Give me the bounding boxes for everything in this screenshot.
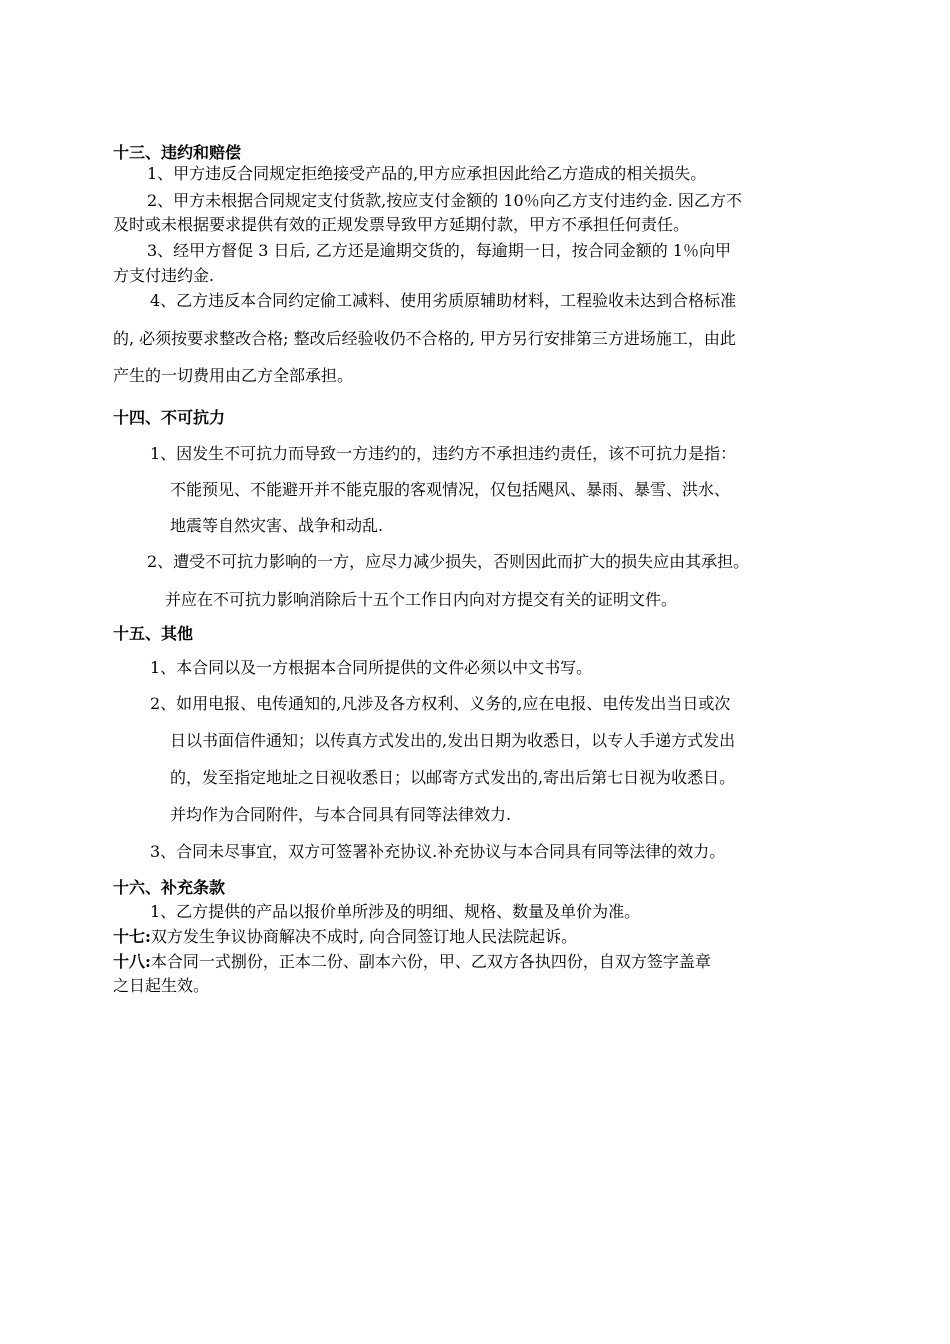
section-18-continuation: 之日起生效。 bbox=[113, 976, 210, 995]
section-15-line-5: 并均作为合同附件，与本合同具有同等法律效力. bbox=[170, 805, 512, 824]
section-15-line-4: 的，发至指定地址之日视收悉日；以邮寄方式发出的,寄出后第七日视为收悉日。 bbox=[170, 768, 736, 787]
section-13-line-5: 方支付违约金. bbox=[113, 266, 215, 285]
section-17-text: 双方发生争议协商解决不成时, 向合同签订地人民法院起诉。 bbox=[150, 927, 578, 946]
section-13-line-1: 1、甲方违反合同规定拒绝接受产品的,甲方应承担因此给乙方造成的相关损失。 bbox=[147, 164, 707, 183]
section-15-line-1: 1、本合同以及一方根据本合同所提供的文件必须以中文书写。 bbox=[150, 658, 593, 677]
section-14-line-4: 2、遭受不可抗力影响的一方，应尽力减少损失，否则因此而扩大的损失应由其承担。 bbox=[147, 552, 750, 571]
section-14-line-5: 并应在不可抗力影响消除后十五个工作日内向对方提交有关的证明文件。 bbox=[165, 590, 678, 609]
section-14-line-3: 地震等自然灾害、战争和动乱. bbox=[170, 516, 384, 535]
section-14-heading: 十四、不可抗力 bbox=[113, 408, 226, 427]
section-13-heading: 十三、违约和赔偿 bbox=[113, 143, 242, 162]
section-13-line-8: 产生的一切费用由乙方全部承担。 bbox=[113, 366, 354, 385]
section-14-line-2: 不能预见、不能避开并不能克服的客观情况，仅包括飓风、暴雨、暴雪、洪水、 bbox=[170, 480, 731, 499]
section-18-label: 十八: bbox=[113, 952, 151, 971]
section-14-line-1: 1、因发生不可抗力而导致一方违约的，违约方不承担违约责任，该不可抗力是指： bbox=[150, 444, 737, 463]
section-15-line-6: 3、合同未尽事宜，双方可签署补充协议.补充协议与本合同具有同等法律的效力。 bbox=[150, 842, 726, 861]
section-18 bbox=[113, 952, 711, 972]
section-13-line-4: 3、经甲方督促 3 日后, 乙方还是逾期交货的，每逾期一日，按合同金额的 1％向甲 bbox=[147, 241, 731, 260]
section-16-line-1: 1、乙方提供的产品以报价单所涉及的明细、规格、数量及单价为准。 bbox=[150, 902, 641, 921]
section-13-line-7: 的, 必须按要求整改合格; 整改后经验收仍不合格的, 甲方另行安排第三方进场施工，由此 bbox=[113, 329, 736, 348]
section-17 bbox=[113, 927, 577, 947]
section-15-line-3: 日以书面信件通知；以传真方式发出的,发出日期为收悉日，以专人手递方式发出 bbox=[170, 731, 736, 750]
section-15-line-2: 2、如用电报、电传通知的,凡涉及各方权利、义务的,应在电报、电传发出当日或次 bbox=[150, 694, 731, 713]
section-13-line-3: 及时或未根据要求提供有效的正规发票导致甲方延期付款，甲方不承担任何责任。 bbox=[113, 215, 690, 234]
section-13-line-6: 4、乙方违反本合同约定偷工减料、使用劣质原辅助材料，工程验收未达到合格标准 bbox=[150, 291, 737, 310]
section-16-heading: 十六、补充条款 bbox=[113, 878, 226, 897]
section-13-line-2: 2、甲方未根据合同规定支付货款,按应支付金额的 10％向乙方支付违约金. 因乙方不 bbox=[147, 191, 742, 210]
section-18-text: 本合同一式捌份，正本二份、副本六份，甲、乙双方各执四份，自双方签字盖章 bbox=[150, 952, 711, 971]
section-15-heading: 十五、其他 bbox=[113, 624, 194, 643]
section-17-label: 十七: bbox=[113, 927, 151, 946]
